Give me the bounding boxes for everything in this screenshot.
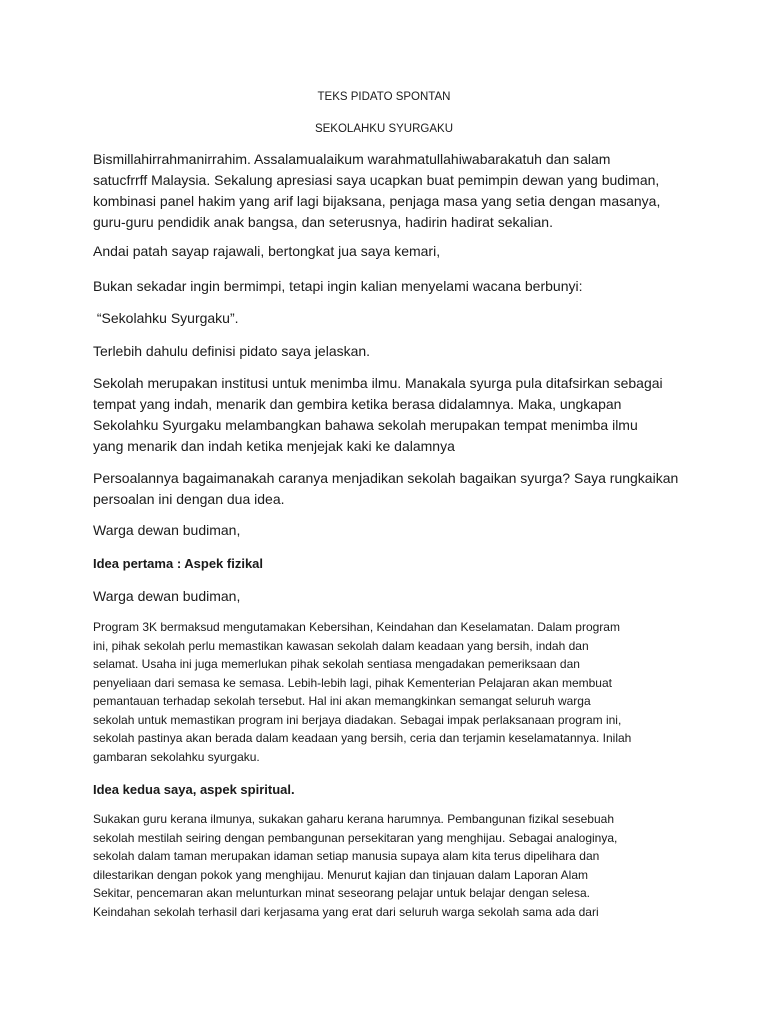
text-line: sekolah mestilah seiring dengan pembangunan persekitaran yang menghijau. Sebagai analoginya,: [93, 830, 618, 845]
topic-quote: “Sekolahku Syurgaku”.: [93, 310, 239, 326]
text-line: Sekitar, pencemaran akan melunturkan minat seseorang pelajar untuk belajar dengan selesa.: [93, 886, 590, 900]
opening-paragraph: [93, 149, 660, 233]
idea-2-paragraph: [93, 810, 617, 921]
text-line: tempat yang indah, menarik dan gembira ketika berasa didalamnya. Maka, ungkapan: [93, 396, 622, 412]
text-line: Sekolah merupakan institusi untuk menimba ilmu. Manakala syurga pula ditafsirkan sebagai: [93, 375, 663, 391]
salutation: Warga dewan budiman,: [93, 522, 241, 538]
salutation: Warga dewan budiman,: [93, 588, 241, 604]
text-line: yang menarik dan indah ketika menjejak kaki ke dalamnya: [93, 438, 455, 454]
heading-idea-1: Idea pertama : Aspek fizikal: [93, 556, 264, 571]
text-line: dilestarikan dengan pokok yang menghijau. Menurut kajian dan tinjauan dalam Laporan Alam: [93, 867, 588, 882]
text-line: sekolah pastinya akan berada dalam keadaan yang bersih, ceria dan terjamin keselamatannya. Inilah: [93, 731, 632, 745]
text-line: Bismillahirrahmanirrahim. Assalamualaikum warahmatullahiwabarakatuh dan salam: [93, 151, 611, 167]
text-line: pemantauan terhadap sekolah tersebut. Hal ini akan memangkinkan semangat seluruh warga: [93, 694, 591, 708]
heading-idea-2: Idea kedua saya, aspek spiritual.: [93, 782, 295, 797]
text-line: Sekolahku Syurgaku melambangkan bahawa sekolah merupakan tempat menimba ilmu: [93, 417, 638, 433]
document-subtitle: SEKOLAHKU SYURGAKU: [314, 123, 454, 135]
text-line: guru-guru pendidik anak bangsa, dan seterusnya, hadirin hadirat sekalian.: [93, 214, 553, 230]
text-line: Program 3K bermaksud mengutamakan Kebersihan, Keindahan dan Keselamatan. Dalam program: [93, 620, 620, 634]
question-paragraph: [93, 468, 678, 510]
text-line: Keindahan sekolah terhasil dari kerjasama yang erat dari seluruh warga sekolah sama ada dari: [93, 904, 599, 919]
text-line: penyeliaan dari semasa ke semasa. Lebih-lebih lagi, pihak Kementerian Pelajaran akan membuat: [93, 675, 612, 690]
pantun-line-1: Andai patah sayap rajawali, bertongkat jua saya kemari,: [93, 243, 441, 259]
text-line: kombinasi panel hakim yang arif lagi bijaksana, penjaga masa yang setia dengan masanya,: [93, 193, 661, 209]
text-line: ini, pihak sekolah perlu memastikan kawasan sekolah dalam keadaan yang bersih, indah dan: [93, 638, 589, 653]
idea-1-paragraph: [93, 618, 631, 766]
document-title: TEKS PIDATO SPONTAN: [317, 91, 451, 103]
text-line: Persoalannya bagaimanakah caranya menjadikan sekolah bagaikan syurga? Saya rungkaikan: [93, 470, 679, 486]
text-line: Sukakan guru kerana ilmunya, sukakan gaharu kerana harumnya. Pembangunan fizikal sesebuah: [93, 812, 614, 826]
text-line: sekolah dalam taman merupakan idaman setiap manusia supaya alam kita terus dipelihara dan: [93, 849, 600, 863]
text-line: selamat. Usaha ini juga memerlukan pihak sekolah sentiasa mengadakan pemeriksaan dan: [93, 657, 580, 671]
pantun-line-2: Bukan sekadar ingin bermimpi, tetapi ingin kalian menyelami wacana berbunyi:: [93, 278, 583, 294]
text-line: gambaran sekolahku syurgaku.: [93, 749, 260, 764]
definition-intro: Terlebih dahulu definisi pidato saya jelaskan.: [93, 343, 371, 359]
text-line: sekolah untuk memastikan program ini berjaya diadakan. Sebagai impak perlaksanaan program ini,: [93, 712, 622, 727]
text-line: persoalan ini dengan dua idea.: [93, 491, 285, 507]
text-line: satucfrrff Malaysia. Sekalung apresiasi saya ucapkan buat pemimpin dewan yang budiman,: [93, 172, 660, 188]
definition-paragraph: [93, 373, 663, 457]
